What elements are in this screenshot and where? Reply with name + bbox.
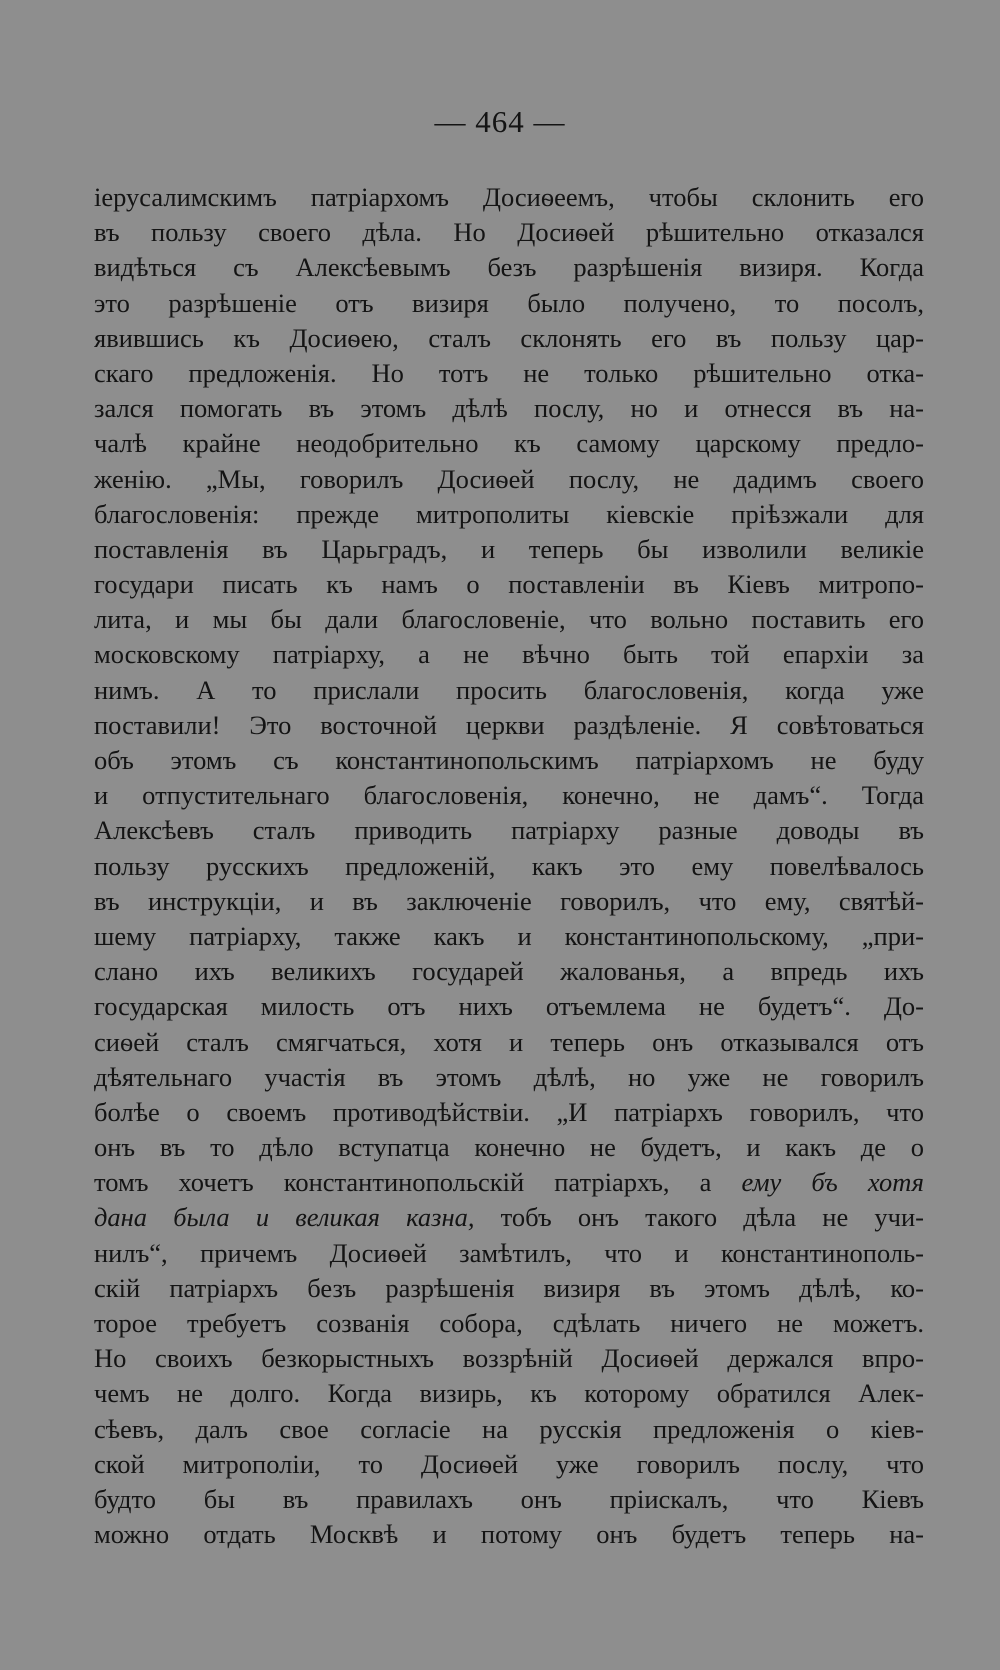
text-line: женію. „Мы, говорилъ Досиѳей послу, не дадимъ своего (94, 463, 924, 494)
text-line: въ пользу своего дѣла. Но Досиѳей рѣшительно отказался (94, 217, 924, 248)
text-line: государская милость отъ нихъ отъемлема не будетъ“. До- (94, 991, 924, 1022)
text-line: онъ въ то дѣло вступатца конечно не будетъ, и какъ де о (94, 1132, 924, 1163)
text-line: зался помогать въ этомъ дѣлѣ послу, но и отнесся въ на- (94, 393, 924, 424)
text-line: чемъ не долго. Когда визирь, къ которому обратился Алек- (94, 1378, 924, 1409)
text-line: торое требуетъ созванія собора, сдѣлать ничего не можетъ. (94, 1308, 924, 1338)
plain-segment: тобъ онъ такого дѣла не учи- (474, 1202, 924, 1233)
text-line-with-italic (94, 1165, 924, 1200)
italic-segment: ему бъ хотя (741, 1167, 924, 1198)
text-line: слано ихъ великихъ государей жалованья, а впредь ихъ (94, 956, 924, 987)
text-line: московскому патріарху, а не вѣчно быть той епархіи за (94, 639, 924, 670)
text-line: это разрѣшеніе отъ визиря было получено, то посолъ, (94, 287, 924, 318)
text-line: сѣевъ, далъ свое согласіе на русскія предложенія о кіев- (94, 1413, 924, 1444)
text-line: нилъ“, причемъ Досиѳей замѣтилъ, что и константинополь- (94, 1237, 924, 1268)
plain-segment: томъ хочетъ константинопольскій патріархъ, а (94, 1167, 742, 1198)
text-line: сиѳей сталъ смягчаться, хотя и теперь онъ отказывался отъ (94, 1026, 924, 1057)
body-text (94, 180, 924, 1552)
text-line: поставленія въ Царьградъ, и теперь бы изволили великіе (94, 533, 924, 564)
text-line: скій патріархъ безъ разрѣшенія визиря въ этомъ дѣлѣ, ко- (94, 1272, 924, 1303)
text-line: іерусалимскимъ патріархомъ Досиѳеемъ, чтобы склонить его (94, 182, 924, 212)
text-line: въ инструкціи, и въ заключеніе говорилъ, что ему, святѣй- (94, 885, 924, 916)
text-line: чалѣ крайне неодобрительно къ самому царскому предло- (94, 428, 924, 459)
page-number: — 464 — (434, 104, 566, 139)
text-line: болѣе о своемъ противодѣйствіи. „И патріархъ говорилъ, что (94, 1096, 924, 1127)
text-line: пользу русскихъ предложеній, какъ это ему повелѣвалось (94, 850, 924, 881)
text-line: будто бы въ правилахъ онъ пріискалъ, что Кіевъ (94, 1483, 924, 1514)
text-line: нимъ. А то прислали просить благословенія, когда уже (94, 674, 924, 705)
text-line: и отпустительнаго благословенія, конечно, не дамъ“. Тогда (94, 780, 924, 811)
text-line: поставили! Это восточной церкви раздѣленіе. Я совѣтоваться (94, 709, 924, 740)
text-line-with-italic (94, 1200, 924, 1235)
italic-segment: дана была и великая казна, (94, 1202, 475, 1233)
text-line: лита, и мы бы дали благословеніе, что вольно поставить его (94, 604, 924, 635)
text-line: Алексѣевъ сталъ приводить патріарху разные доводы въ (94, 815, 924, 846)
text-line: явившись къ Досиѳею, сталъ склонять его въ пользу цар- (94, 322, 924, 353)
text-line: можно отдать Москвѣ и потому онъ будетъ теперь на- (94, 1519, 924, 1550)
text-line: видѣться съ Алексѣевымъ безъ разрѣшенія визиря. Когда (94, 252, 924, 283)
text-line: скаго предложенія. Но тотъ не только рѣшительно отка- (94, 357, 924, 388)
text-line: ской митрополіи, то Досиѳей уже говорилъ послу, что (94, 1448, 924, 1479)
text-line: государи писать къ намъ о поставленіи въ Кіевъ митропо- (94, 569, 924, 600)
text-line: Но своихъ безкорыстныхъ воззрѣній Досиѳей держался впро- (94, 1343, 924, 1374)
text-line: шему патріарху, также какъ и константинопольскому, „при- (94, 920, 924, 951)
text-line: дѣятельнаго участія въ этомъ дѣлѣ, но уже не говорилъ (94, 1061, 924, 1092)
text-line: благословенія: прежде митрополиты кіевскіе пріѣзжали для (94, 498, 924, 529)
text-line: объ этомъ съ константинопольскимъ патріархомъ не буду (94, 745, 924, 775)
